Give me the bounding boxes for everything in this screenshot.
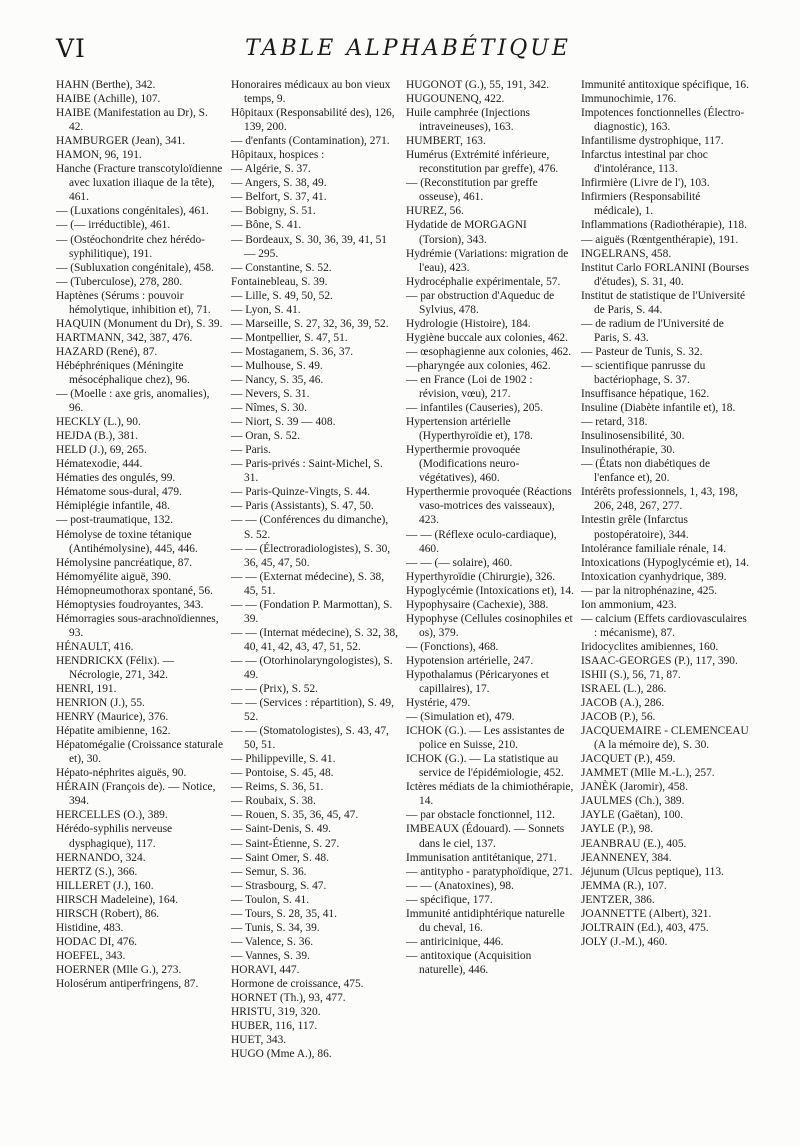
index-entry: — par obstacle fonctionnel, 112.	[406, 809, 555, 822]
index-entry: Hyperthermie provoquée (Modifications neuro-végétatives), 460.	[406, 444, 521, 485]
index-entry: — spécifique, 177.	[406, 893, 493, 906]
index-entry: — Belfort, S. 37, 41.	[231, 191, 327, 204]
index-entry: Jéjunum (Ulcus peptique), 113.	[581, 865, 724, 878]
index-entry: Haptènes (Sérums : pouvoir hémolytique, inhibition et), 71.	[56, 289, 211, 316]
index-entry: HUBER, 116, 117.	[231, 1020, 318, 1033]
index-entry: JOLY (J.-M.), 460.	[581, 935, 668, 948]
index-entry: HUREZ, 56.	[406, 205, 464, 218]
index-entry: JEANNENEY, 384.	[581, 851, 672, 864]
index-entry: — Paris-privés : Saint-Michel, S. 31.	[231, 458, 383, 485]
index-entry: HENDRICKX (Félix). — Nécrologie, 271, 342.	[56, 654, 175, 681]
index-entry: Hyperthermie provoquée (Réactions vaso-motrices des vaisseaux), 423.	[406, 486, 572, 527]
index-entry: — — (Électroradiologistes), S. 30, 36, 45, 47, 50.	[231, 542, 391, 569]
index-entry: — par obstruction d'Aqueduc de Sylvius, 478.	[406, 289, 555, 316]
index-entry: Hôpitaux, hospices :	[231, 149, 325, 162]
index-entry: JAYLE (Gaëtan), 100.	[581, 809, 684, 822]
index-entry: Hérédo-syphilis nerveuse dysphagique), 117.	[56, 823, 173, 850]
index-entry: — Pontoise, S. 45, 48.	[231, 767, 334, 780]
index-entry: — post-traumatique, 132.	[56, 514, 174, 527]
index-entry: — — (Fondation P. Marmottan), S. 39.	[231, 598, 393, 625]
index-entry: Hémoptysies foudroyantes, 343.	[56, 598, 204, 611]
index-entry: ICHOK (G.). — Les assistantes de police en Suisse, 210.	[406, 725, 565, 752]
index-entry: — (Reconstitution par greffe osseuse), 461.	[406, 177, 538, 204]
index-entry: Infarctus intestinal par choc d'intolérance, 113.	[581, 149, 708, 176]
index-entry: HAHN (Berthe), 342.	[56, 79, 156, 91]
index-entry: Intérêts professionnels, 1, 43, 198, 206, 248, 267, 277.	[581, 486, 738, 513]
index-entry: HEJDA (B.), 381.	[56, 430, 138, 443]
index-entry: — œsophagienne aux colonies, 462.	[406, 345, 572, 358]
index-entry: — Semur, S. 36.	[231, 865, 307, 878]
index-entry: — Mulhouse, S. 49.	[231, 359, 323, 372]
index-entry: — Vannes, S. 39.	[231, 949, 310, 962]
index-entry: HAQUIN (Monument du Dr), S. 39.	[56, 317, 223, 330]
index-entry: — Roubaix, S. 38.	[231, 795, 316, 808]
index-entry: — Bobigny, S. 51.	[231, 205, 316, 218]
index-column-4	[581, 78, 749, 1061]
index-entry: — (Moelle : axe gris, anomalies), 96.	[56, 388, 210, 415]
index-entry: INGELRANS, 458.	[581, 247, 672, 260]
index-column-1	[56, 78, 224, 1061]
index-entry: — antitypho - paratyphoïdique, 271.	[406, 865, 573, 878]
index-entry: — Algérie, S. 37.	[231, 163, 311, 176]
index-entry: Hydrémie (Variations: migration de l'eau), 423.	[406, 247, 569, 274]
index-entry: HORAVI, 447.	[231, 963, 300, 976]
index-entry: — d'enfants (Contamination), 271.	[231, 135, 390, 148]
index-entry: Hypotension artérielle, 247.	[406, 654, 534, 667]
index-entry: Ion ammonium, 423.	[581, 598, 677, 611]
index-entry: Hydrocéphalie expérimentale, 57.	[406, 275, 561, 288]
index-entry: Hypertension artérielle (Hyperthyroïdie et), 178.	[406, 416, 533, 443]
index-entry: Iridocyclites amibiennes, 160.	[581, 640, 719, 653]
index-entry: Hôpitaux (Responsabilité des), 126, 139, 200.	[231, 107, 395, 134]
index-entry: — Oran, S. 52.	[231, 430, 300, 443]
index-entry: Hémolyse de toxine tétanique (Antihémolysine), 445, 446.	[56, 528, 198, 555]
index-entry: JANÈK (Jaromir), 458.	[581, 781, 688, 794]
index-entry: JENTZER, 386.	[581, 893, 655, 906]
index-entry: Immunité antitoxique spécifique, 16.	[581, 79, 749, 91]
index-entry: HORNET (Th.), 93, 477.	[231, 992, 346, 1005]
index-entry: Hyperthyroïdie (Chirurgie), 326.	[406, 570, 556, 583]
index-entry: Hygiène buccale aux colonies, 462.	[406, 331, 568, 344]
index-entry: HAMON, 96, 191.	[56, 149, 142, 162]
index-entry: Hématies des ongulés, 99.	[56, 472, 176, 485]
index-entry: Hystérie, 479.	[406, 697, 471, 710]
index-entry: Intoxication cyanhydrique, 389.	[581, 570, 727, 583]
index-entry: — Rouen, S. 35, 36, 45, 47.	[231, 809, 359, 822]
index-entry: HÉRAIN (François de). — Notice, 394.	[56, 781, 216, 808]
index-entry: HELD (J.), 69, 265.	[56, 444, 147, 457]
index-entry: — retard, 318.	[581, 416, 648, 429]
index-entry: Hématexodie, 444.	[56, 458, 143, 471]
index-entry: Humérus (Extrémité inférieure, reconstitution par greffe), 476.	[406, 149, 559, 176]
index-entry: — Nevers, S. 31.	[231, 388, 310, 401]
index-entry: — Bône, S. 41.	[231, 219, 302, 232]
page-header	[56, 34, 760, 70]
index-entry: — Saint-Denis, S. 49.	[231, 823, 331, 836]
index-entry: — (Ostéochondrite chez hérédo-syphilitique), 191.	[56, 233, 205, 260]
index-entry: Hématome sous-dural, 479.	[56, 486, 182, 499]
index-entry: Insulinothérapie, 30.	[581, 444, 675, 457]
index-entry: Intoxications (Hypoglycémie et), 14.	[581, 556, 749, 569]
index-entry: ICHOK (G.). — La statistique au service de l'épidémiologie, 452.	[406, 753, 564, 780]
index-entry: — infantiles (Causeries), 205.	[406, 402, 543, 415]
index-entry: Hanche (Fracture transcotyloïdienne avec luxation iliaque de la tête), 461.	[56, 163, 223, 204]
index-entry: HARTMANN, 342, 387, 476.	[56, 331, 193, 344]
page-number: VI	[56, 34, 86, 63]
index-entry: Ictères médiats de la chimiothérapie, 14.	[406, 781, 574, 808]
index-entry: Insuline (Diabète infantile et), 18.	[581, 402, 736, 415]
index-entry: HERCELLES (O.), 389.	[56, 809, 168, 822]
index-entry: Institut Carlo FORLANINI (Bourses d'études), S. 31, 40.	[581, 261, 750, 288]
index-entry: Histidine, 483.	[56, 921, 124, 934]
index-entry: ISRAEL (L.), 286.	[581, 683, 667, 696]
index-entry: Hémopneumothorax spontané, 56.	[56, 584, 213, 597]
index-entry: Hypoglycémie (Intoxications et), 14.	[406, 584, 574, 597]
index-entry: HÉNAULT, 416.	[56, 640, 134, 653]
index-entry: — aiguës (Rœntgenthérapie), 191.	[581, 233, 739, 246]
index-entry: Hémiplégie infantile, 48.	[56, 500, 170, 513]
index-entry: JACQUEMAIRE - CLEMENCEAU (A la mémoire de), S. 30.	[581, 725, 749, 752]
index-entry: HERNANDO, 324.	[56, 851, 146, 864]
index-entry: JACQUET (P.), 459.	[581, 753, 676, 766]
index-entry: HRISTU, 319, 320.	[231, 1006, 321, 1019]
index-entry: Honoraires médicaux au bon vieux temps, 9.	[231, 79, 391, 106]
index-entry: Fontainebleau, S. 39.	[231, 275, 328, 288]
index-entry: JAMMET (Mlle M.-L.), 257.	[581, 767, 715, 780]
index-entry: — Montpellier, S. 47, 51.	[231, 331, 348, 344]
index-entry: Huile camphrée (Injections intraveineuses), 163.	[406, 107, 530, 134]
index-entry: Infirmière (Livre de l'), 103.	[581, 177, 710, 190]
index-entry: HILLERET (J.), 160.	[56, 879, 154, 892]
index-entry: — — (Réflexe oculo-cardiaque), 460.	[406, 528, 557, 555]
index-entry: — en France (Loi de 1902 : révision, vœu), 217.	[406, 373, 533, 401]
index-entry: — Niort, S. 39 — 408.	[231, 416, 336, 429]
index-entry: — antiricinique, 446.	[406, 935, 504, 948]
index-entry: Hydrologie (Histoire), 184.	[406, 317, 531, 330]
index-entry: — Paris (Assistants), S. 47, 50.	[231, 500, 374, 513]
index-entry: HUMBERT, 163.	[406, 135, 486, 148]
index-entry: JAYLE (P.), 98.	[581, 823, 654, 836]
index-entry: Hypothalamus (Péricaryones et capillaires), 17.	[406, 668, 549, 696]
index-entry: — (Tuberculose), 278, 280.	[56, 275, 183, 288]
index-entry: ISHII (S.), 56, 71, 87.	[581, 668, 681, 681]
index-entry: HUGOUNENQ, 422.	[406, 93, 505, 106]
index-entry: HIRSCH Madeleine), 164.	[56, 893, 179, 906]
index-entry: ISAAC-GEORGES (P.), 117, 390.	[581, 654, 738, 667]
index-entry: Infirmiers (Responsabilité médicale), 1.	[581, 191, 701, 218]
index-entry: — (Fonctions), 468.	[406, 640, 499, 653]
index-entry: — Nîmes, S. 30.	[231, 402, 307, 415]
index-entry: — Saint Omer, S. 48.	[231, 851, 329, 864]
index-entry: HAIBE (Achille), 107.	[56, 93, 161, 106]
index-entry: — calcium (Effets cardiovasculaires : mécanisme), 87.	[581, 612, 747, 639]
index-entry: HAIBE (Manifestation au Dr), S. 42.	[56, 107, 208, 134]
index-entry: Holosérum antiperfringens, 87.	[56, 978, 199, 990]
index-entry: Intolérance familiale rénale, 14.	[581, 542, 727, 555]
index-entry: — — (Otorhinolaryngologistes), S. 49.	[231, 654, 393, 681]
index-entry: Impotences fonctionnelles (Électro-diagnostic), 163.	[581, 107, 745, 134]
index-entry: —pharyngée aux colonies, 462.	[406, 359, 551, 372]
index-entry: HIRSCH (Robert), 86.	[56, 907, 160, 920]
index-entry: — Strasbourg, S. 47.	[231, 879, 327, 892]
page-title: TABLE ALPHABÉTIQUE	[245, 36, 571, 61]
index-entry: HUGONOT (G.), 55, 191, 342.	[406, 79, 550, 91]
index-entry: — Lille, S. 49, 50, 52.	[231, 289, 333, 302]
index-entry: HENRI, 191.	[56, 683, 117, 696]
index-entry: — — (Stomatologistes), S. 43, 47, 50, 51.	[231, 725, 389, 752]
index-entry: HAZARD (René), 87.	[56, 345, 158, 358]
index-entry: — (Simulation et), 479.	[406, 711, 515, 724]
index-entry: — Constantine, S. 52.	[231, 261, 332, 274]
index-entry: HENRY (Maurice), 376.	[56, 711, 169, 724]
index-columns	[56, 78, 784, 1061]
index-entry: — (États non diabétiques de l'enfance et), 20.	[581, 458, 711, 485]
index-entry: JOANNETTE (Albert), 321.	[581, 907, 712, 920]
index-entry: — de radium de l'Université de Paris, S. 43.	[581, 317, 724, 344]
index-entry: Infantilisme dystrophique, 117.	[581, 135, 724, 148]
index-entry: — Paris.	[231, 444, 271, 457]
index-entry: — antitoxique (Acquisition naturelle), 446.	[406, 949, 532, 976]
index-entry: — Bordeaux, S. 30, 36, 39, 41, 51 — 295.	[231, 233, 387, 260]
index-entry: HUGO (Mme A.), 86.	[231, 1048, 332, 1061]
index-entry: Hémolysine pancréatique, 87.	[56, 556, 193, 569]
index-entry: Hypophysaire (Cachexie), 388.	[406, 598, 549, 611]
index-entry: Institut de statistique de l'Université de Paris, S. 44.	[581, 289, 746, 316]
index-entry: — — (Internat médecine), S. 32, 38, 40, 41, 42, 43, 47, 51, 52.	[231, 626, 399, 653]
index-entry: — Nancy, S. 35, 46.	[231, 373, 324, 386]
index-entry: JACOB (P.), 56.	[581, 711, 656, 724]
index-entry: HAMBURGER (Jean), 341.	[56, 135, 186, 148]
index-entry: — (Subluxation congénitale), 458.	[56, 261, 214, 274]
index-entry: HOERNER (Mlle G.), 273.	[56, 963, 182, 976]
index-entry: — Tours, S. 28, 35, 41.	[231, 907, 337, 920]
index-entry: — Saint-Étienne, S. 27.	[231, 837, 340, 850]
index-entry: Hépatomégalie (Croissance staturale et), 30.	[56, 739, 223, 766]
index-entry: JAULMES (Ch.), 389.	[581, 795, 685, 808]
index-entry: — Tunis, S. 34, 39.	[231, 921, 320, 934]
index-entry: JEANBRAU (E.), 405.	[581, 837, 687, 850]
index-entry: IMBEAUX (Édouard). — Sonnets dans le ciel, 137.	[406, 823, 565, 850]
index-entry: HENRION (J.), 55.	[56, 697, 145, 710]
index-entry: JOLTRAIN (Ed.), 403, 475.	[581, 921, 709, 934]
index-entry: Hépato-néphrites aiguës, 90.	[56, 767, 187, 780]
index-entry: Immunité antidiphtérique naturelle du cheval, 16.	[406, 907, 565, 934]
index-entry: — scientifique panrusse du bactériophage, S. 37.	[581, 359, 706, 386]
index-entry: Hormone de croissance, 475.	[231, 978, 364, 990]
index-entry: — Philippeville, S. 41.	[231, 753, 336, 766]
index-entry: — Pasteur de Tunis, S. 32.	[581, 345, 703, 358]
index-entry: — Angers, S. 38, 49.	[231, 177, 327, 190]
index-entry: — Marseille, S. 27, 32, 36, 39, 52.	[231, 317, 389, 330]
index-entry: HOEFEL, 343.	[56, 949, 126, 962]
index-entry: Hépatite amibienne, 162.	[56, 725, 171, 738]
index-entry: — Toulon, S. 41.	[231, 893, 310, 906]
index-entry: JACOB (A.), 286.	[581, 697, 665, 710]
index-entry: Insuffisance hépatique, 162.	[581, 388, 710, 401]
index-entry: HODAC DI, 476.	[56, 935, 137, 948]
index-entry: Hémorragies sous-arachnoïdiennes, 93.	[56, 612, 219, 639]
index-entry: Hébéphréniques (Méningite mésocéphalique chez), 96.	[56, 359, 190, 386]
index-entry: HERTZ (S.), 366.	[56, 865, 138, 878]
index-column-2	[231, 78, 399, 1061]
index-entry: — Paris-Quinze-Vingts, S. 44.	[231, 486, 371, 499]
index-entry: Immunochimie, 176.	[581, 93, 677, 106]
index-entry: — — (Prix), S. 52.	[231, 683, 319, 696]
index-entry: HUET, 343.	[231, 1034, 287, 1047]
index-entry: — par la nitrophénazine, 425.	[581, 584, 718, 597]
index-entry: — Reims, S. 36, 51.	[231, 781, 324, 794]
index-entry: Immunisation antitétanique, 271.	[406, 851, 557, 864]
index-entry: — — (Anatoxines), 98.	[406, 879, 514, 892]
index-entry: — — (Externat médecine), S. 38, 45, 51.	[231, 570, 385, 597]
index-entry: Inflammations (Radiothérapie), 118.	[581, 219, 747, 232]
index-entry: — — (Conférences du dimanche), S. 52.	[231, 514, 389, 541]
index-entry: — Mostaganem, S. 36, 37.	[231, 345, 354, 358]
index-entry: — Valence, S. 36.	[231, 935, 314, 948]
index-entry: — — (— solaire), 460.	[406, 556, 513, 569]
index-entry: — — (Services : répartition), S. 49, 52.	[231, 697, 394, 724]
index-entry: — Lyon, S. 41.	[231, 303, 301, 316]
index-column-3	[406, 78, 574, 1061]
index-entry: JEMMA (R.), 107.	[581, 879, 667, 892]
index-entry: Intestin grêle (Infarctus postopératoire), 344.	[581, 514, 689, 541]
index-entry: — (Luxations congénitales), 461.	[56, 205, 209, 218]
index-entry: Hypophyse (Cellules cosinophiles et os), 379.	[406, 612, 573, 639]
index-entry: Hémomyélite aiguë, 390.	[56, 570, 172, 583]
index-entry: Hydatide de MORGAGNI (Torsion), 343.	[406, 219, 527, 246]
index-entry: HECKLY (L.), 90.	[56, 416, 141, 429]
index-entry: Insulinosensibilité, 30.	[581, 430, 685, 443]
index-entry: — (— irréductible), 461.	[56, 219, 171, 232]
